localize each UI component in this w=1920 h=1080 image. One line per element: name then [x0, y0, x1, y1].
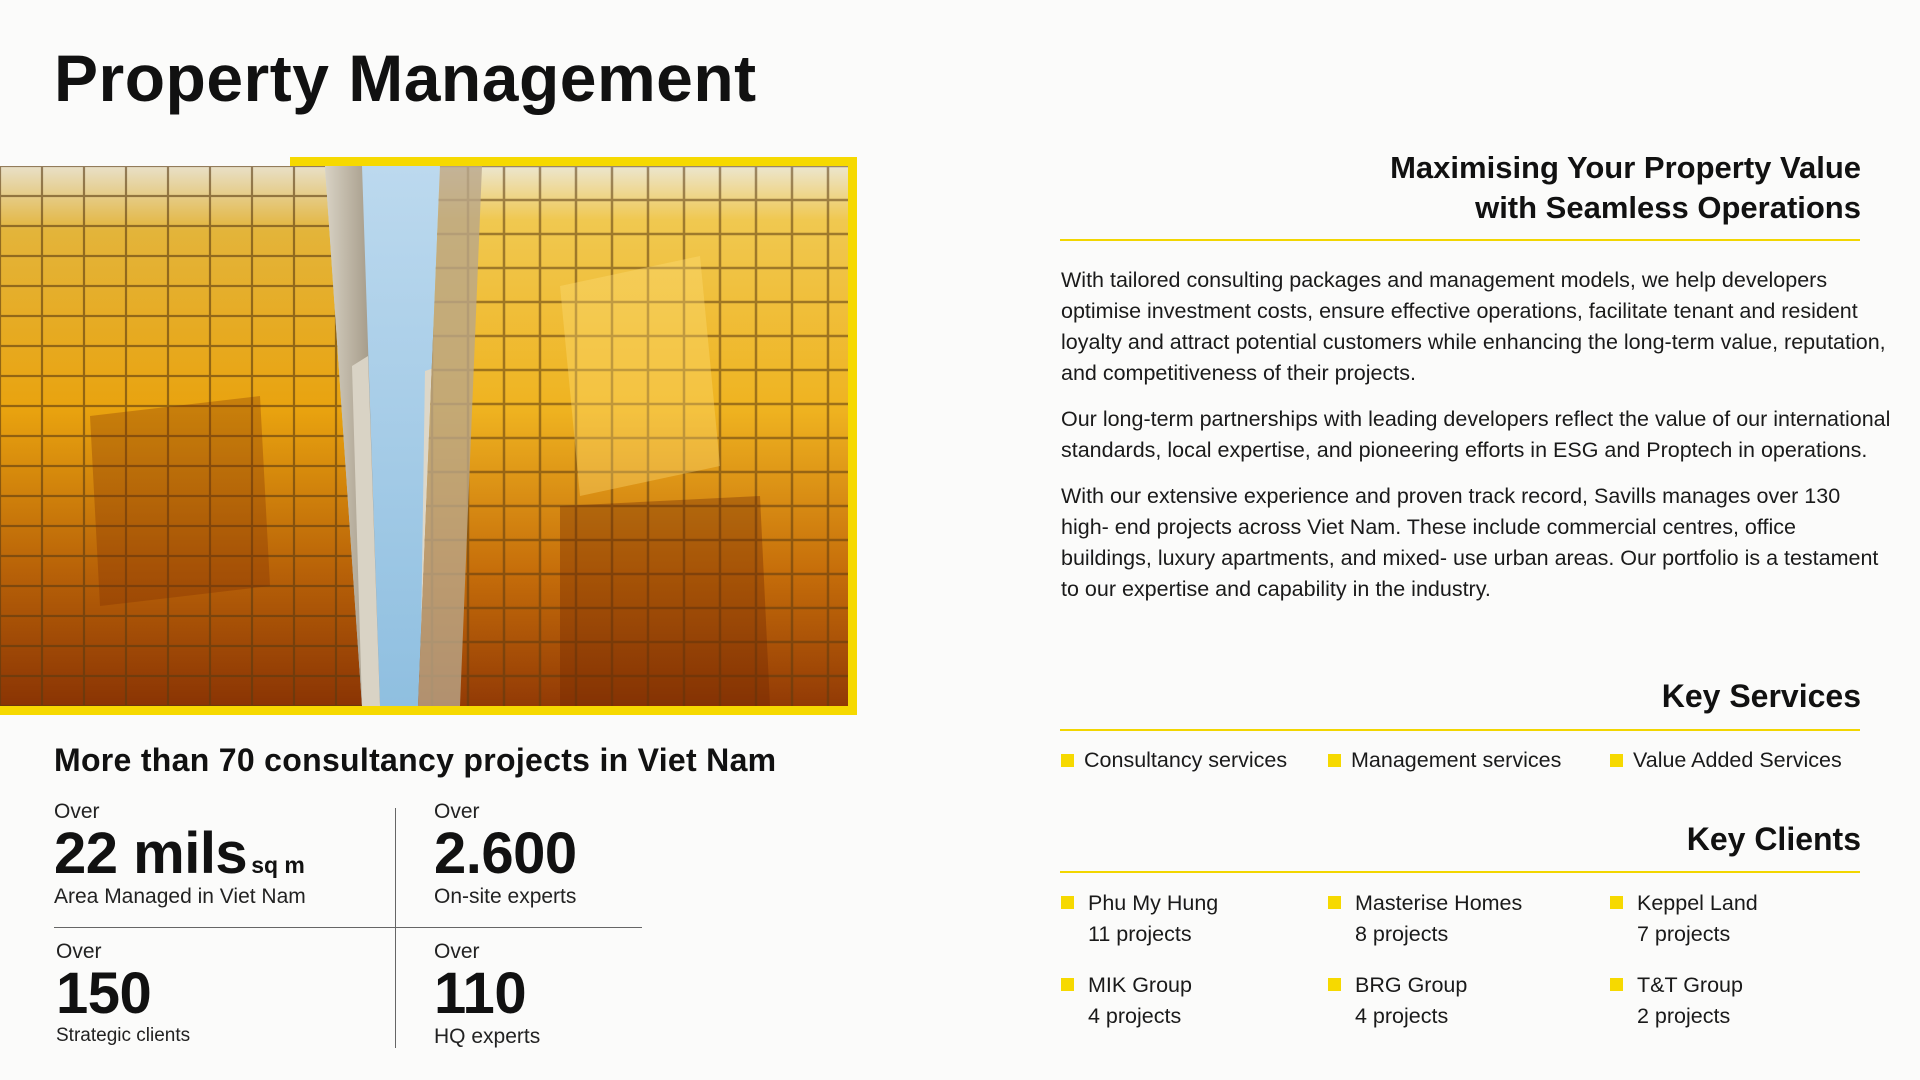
- client-projects: 2 projects: [1637, 1004, 1731, 1028]
- paragraph: With our extensive experience and proven track record, Savills manages over 130 high- end projects across Viet Nam. These include commercial centres, office buildings, luxury apartments, and mixed- use urban areas. Our portfolio is a testament to our expertise and capability in the industry.: [1061, 484, 1879, 601]
- key-clients-rule: [1060, 871, 1860, 873]
- stat-over-label: Over: [434, 800, 480, 823]
- yellow-square-bullet-icon: [1061, 754, 1074, 767]
- page-title: Property Management: [54, 41, 757, 115]
- stat-strategic-clients: [56, 940, 190, 1047]
- client-name: Phu My Hung: [1088, 891, 1219, 915]
- yellow-square-bullet-icon: [1328, 978, 1341, 991]
- headline-line-2: with Seamless Operations: [1475, 190, 1861, 225]
- stat-over-label: Over: [56, 940, 102, 963]
- golden-glass-towers-photo: [0, 166, 848, 706]
- stat-label: Strategic clients: [56, 1024, 191, 1046]
- headline: [1390, 148, 1861, 228]
- client-projects: 8 projects: [1355, 922, 1449, 946]
- client-item: [1061, 888, 1218, 950]
- service-item: Management services: [1328, 748, 1561, 773]
- headline-line-1: Maximising Your Property Value: [1390, 150, 1861, 185]
- stats-divider-vertical: [395, 808, 396, 1048]
- stat-hq-experts: [434, 940, 540, 1049]
- yellow-square-bullet-icon: [1328, 754, 1341, 767]
- stat-area: [54, 800, 306, 909]
- client-name: BRG Group: [1355, 973, 1468, 997]
- client-projects: 4 projects: [1355, 1004, 1449, 1028]
- stat-unit: sq m: [251, 852, 305, 878]
- client-item: [1610, 888, 1758, 950]
- yellow-square-bullet-icon: [1328, 896, 1341, 909]
- stat-over-label: Over: [54, 800, 100, 823]
- client-name: T&T Group: [1637, 973, 1743, 997]
- stat-value: 22 mils sq m: [54, 821, 305, 886]
- headline-rule: [1060, 239, 1860, 241]
- stat-value: 2.600: [434, 821, 577, 886]
- client-item: [1610, 970, 1743, 1032]
- yellow-square-bullet-icon: [1061, 896, 1074, 909]
- client-projects: 7 projects: [1637, 922, 1731, 946]
- key-services-heading: Key Services: [1661, 678, 1861, 714]
- yellow-square-bullet-icon: [1061, 978, 1074, 991]
- client-item: [1061, 970, 1192, 1032]
- stat-onsite-experts: [434, 800, 577, 909]
- client-item: [1328, 888, 1522, 950]
- stat-over-label: Over: [434, 940, 480, 963]
- key-clients-heading: Key Clients: [1686, 821, 1861, 857]
- projects-heading: More than 70 consultancy projects in Viet Nam: [54, 742, 777, 778]
- stat-label: Area Managed in Viet Nam: [54, 884, 306, 908]
- paragraph: Our long-term partnerships with leading developers reflect the value of our international standards, local expertise, and pioneering efforts in ESG and Proptech in operations.: [1061, 407, 1891, 462]
- client-projects: 4 projects: [1088, 1004, 1182, 1028]
- client-item: [1328, 970, 1467, 1032]
- stats-divider-horizontal: [54, 927, 642, 928]
- client-name: MIK Group: [1088, 973, 1192, 997]
- client-name: Keppel Land: [1637, 891, 1758, 915]
- key-services-rule: [1060, 729, 1860, 731]
- yellow-square-bullet-icon: [1610, 754, 1623, 767]
- key-services-list: [1061, 748, 1861, 778]
- stat-value: 110: [434, 961, 527, 1026]
- yellow-square-bullet-icon: [1610, 978, 1623, 991]
- stat-value: 150: [56, 961, 152, 1026]
- stat-label: On-site experts: [434, 884, 577, 908]
- paragraph: With tailored consulting packages and management models, we help developers optimise investment costs, ensure effective operations, facilitate tenant and resident loyalty and attract potential customers while enhancing the long-term value, reputation, and competitiveness of their projects.: [1061, 268, 1886, 385]
- stat-label: HQ experts: [434, 1024, 541, 1048]
- service-item: Value Added Services: [1610, 748, 1842, 773]
- body-text: [1061, 265, 1891, 620]
- client-name: Masterise Homes: [1355, 891, 1523, 915]
- service-item: Consultancy services: [1061, 748, 1287, 773]
- yellow-square-bullet-icon: [1610, 896, 1623, 909]
- client-projects: 11 projects: [1088, 922, 1192, 946]
